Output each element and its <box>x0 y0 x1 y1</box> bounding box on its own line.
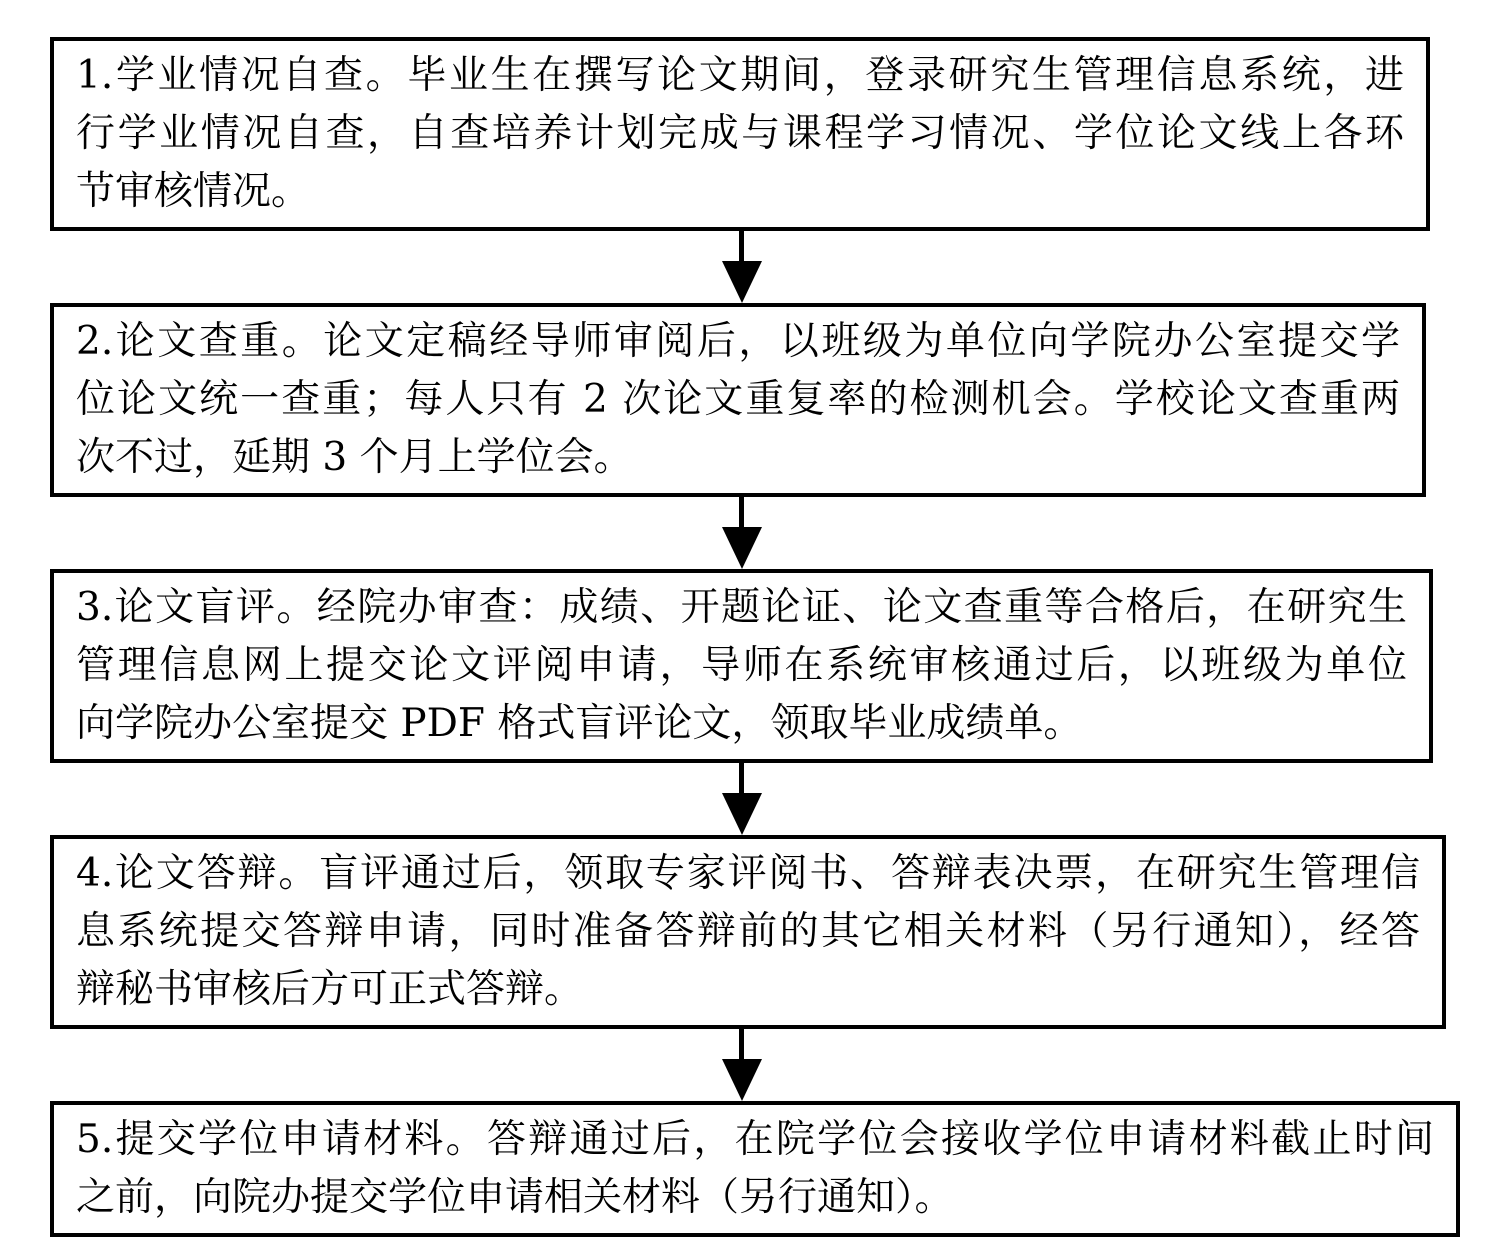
step-box-4 <box>50 835 1446 1029</box>
step-4-text: 4.论文答辩。盲评通过后，领取专家评阅书、答辩表决票，在研究生管理信 息系统提交答辩申请，同时准备答辩前的其它相关材料（另行通知），经答 辩秘书审核后方可正式答辩。 <box>76 851 1420 1012</box>
arrow-head <box>722 793 762 835</box>
arrow-down-icon <box>50 497 1433 569</box>
step-3-text: 3.论文盲评。经院办审查：成绩、开题论证、论文查重等合格后，在研究生 管理信息网上提交论文评阅申请，导师在系统审核通过后，以班级为单位 向学院办公室提交 PDF 格式盲评论文，领取毕业成绩单。 <box>76 585 1407 746</box>
step-5-text: 5.提交学位申请材料。答辩通过后，在院学位会接收学位申请材料截止时间 之前，向院办提交学位申请相关材料（另行通知）。 <box>76 1117 1434 1220</box>
arrow-shaft <box>739 1029 744 1059</box>
step-2-text: 2.论文查重。论文定稿经导师审阅后，以班级为单位向学院办公室提交学 位论文统一查重；每人只有 2 次论文重复率的检测机会。学校论文查重两 次不过，延期 3 个月上学位会。 <box>76 319 1400 480</box>
arrow-down-icon <box>50 1029 1433 1101</box>
step-box-5 <box>50 1101 1460 1237</box>
flowchart <box>50 37 1493 1237</box>
arrow-shaft <box>739 231 744 261</box>
step-box-3 <box>50 569 1433 763</box>
arrow-down-icon <box>50 231 1433 303</box>
step-1-text: 1.学业情况自查。毕业生在撰写论文期间，登录研究生管理信息系统，进 行学业情况自查，自查培养计划完成与课程学习情况、学位论文线上各环 节审核情况。 <box>76 53 1404 214</box>
arrow-down-icon <box>50 763 1433 835</box>
arrow-head <box>722 261 762 303</box>
arrow-head <box>722 1059 762 1101</box>
arrow-head <box>722 527 762 569</box>
arrow-shaft <box>739 497 744 527</box>
arrow-shaft <box>739 763 744 793</box>
step-box-2 <box>50 303 1426 497</box>
step-box-1 <box>50 37 1430 231</box>
